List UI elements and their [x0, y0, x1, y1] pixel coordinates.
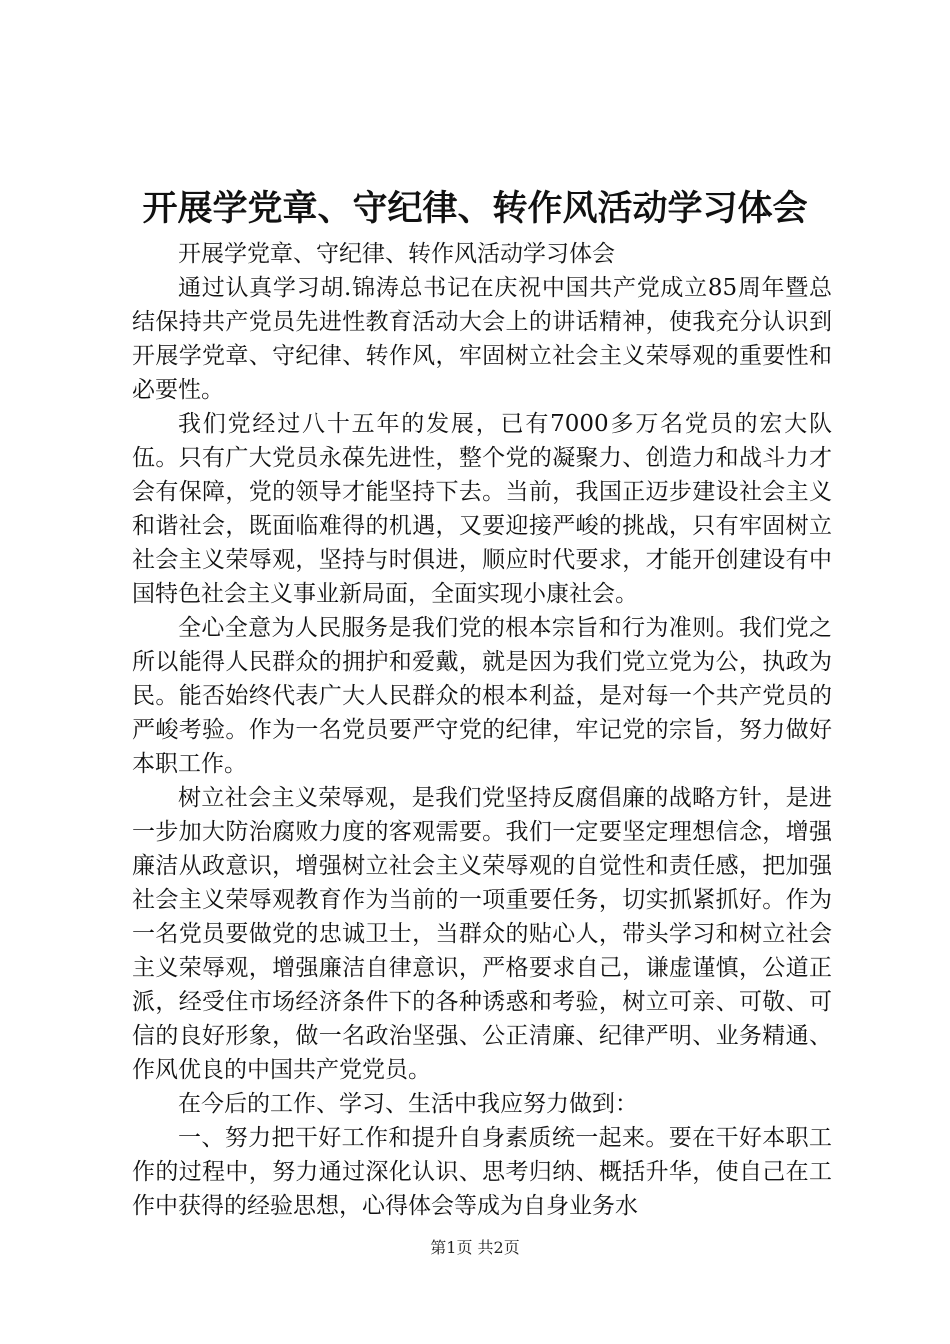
document-title: 开展学党章、守纪律、转作风活动学习体会: [142, 188, 808, 229]
paragraph-1: 通过认真学习胡.锦涛总书记在庆祝中国共产党成立85周年暨总结保持共产党员先进性教育活动大会上的讲话精神，使我充分认识到开展学党章、守纪律、转作风，牢固树立社会主义荣辱观的重要性和必要性。: [132, 275, 832, 403]
document-body: [132, 237, 832, 1223]
paragraph-6: 一、努力把干好工作和提升自身素质统一起来。要在干好本职工作的过程中，努力通过深化认识、思考归纳、概括升华，使自己在工作中获得的经验思想，心得体会等成为自身业务水: [132, 1125, 832, 1219]
paragraph-4: 树立社会主义荣辱观，是我们党坚持反腐倡廉的战略方针，是进一步加大防治腐败力度的客观需要。我们一定要坚定理想信念，增强廉洁从政意识，增强树立社会主义荣辱观的自觉性和责任感，把加强社会主义荣辱观教育作为当前的一项重要任务，切实抓紧抓好。作为一名党员要做党的忠诚卫士，当群众的贴心人，带头学习和树立社会主义荣辱观，增强廉洁自律意识，严格要求自己，谦虚谨慎，公道正派，经受住市场经济条件下的各种诱惑和考验，树立可亲、可敬、可信的良好形象，做一名政治坚强、公正清廉、纪律严明、业务精通、作风优良的中国共产党党员。: [132, 785, 832, 1083]
paragraph-subtitle: 开展学党章、守纪律、转作风活动学习体会: [178, 241, 615, 267]
paragraph-5: 在今后的工作、学习、生活中我应努力做到：: [178, 1091, 638, 1117]
paragraph-2: 我们党经过八十五年的发展，已有7000多万名党员的宏大队伍。只有广大党员永葆先进性，整个党的凝聚力、创造力和战斗力才会有保障，党的领导才能坚持下去。当前，我国正迈步建设社会主义和谐社会，既面临难得的机遇，又要迎接严峻的挑战，只有牢固树立社会主义荣辱观，坚持与时俱进，顺应时代要求，才能开创建设有中国特色社会主义事业新局面，全面实现小康社会。: [132, 411, 832, 607]
page-number-footer: 第1页 共2页: [430, 1238, 520, 1257]
paragraph-3: 全心全意为人民服务是我们党的根本宗旨和行为准则。我们党之所以能得人民群众的拥护和爱戴，就是因为我们党立党为公，执政为民。能否始终代表广大人民群众的根本利益，是对每一个共产党员的严峻考验。作为一名党员要严守党的纪律，牢记党的宗旨，努力做好本职工作。: [132, 615, 832, 777]
